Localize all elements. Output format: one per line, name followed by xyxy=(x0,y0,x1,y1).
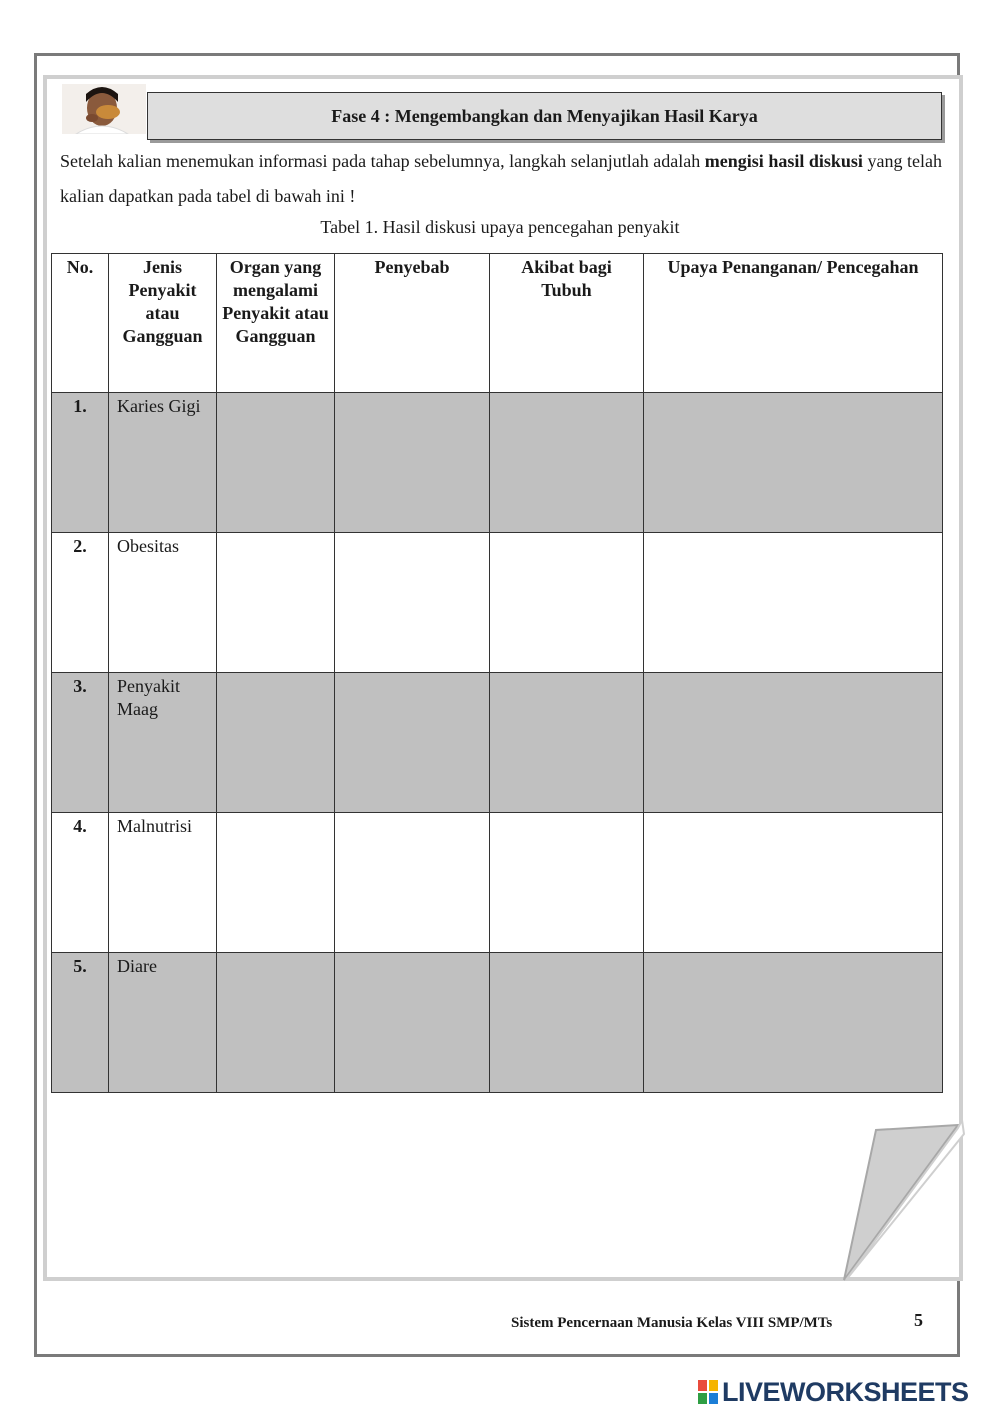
effect-answer-field[interactable] xyxy=(490,953,644,1093)
row-disease: Obesitas xyxy=(109,533,217,673)
organ-answer-field[interactable] xyxy=(217,533,335,673)
header-affected-organ: Organ yang mengalami Penyakit atau Gangguan xyxy=(217,254,335,393)
row-number: 4. xyxy=(52,813,109,953)
organ-answer-field[interactable] xyxy=(217,953,335,1093)
footer-book-title: Sistem Pencernaan Manusia Kelas VIII SMP/MTs xyxy=(511,1315,833,1331)
header-cause: Penyebab xyxy=(335,254,490,393)
intro-text-before: Setelah kalian menemukan informasi pada tahap sebelumnya, langkah selanjutlah adalah xyxy=(60,151,705,171)
liveworksheets-brand: LIVEWORKSHEETS xyxy=(722,1376,969,1407)
phase-title-box xyxy=(147,92,942,140)
row-disease: Diare xyxy=(109,953,217,1093)
row-number: 2. xyxy=(52,533,109,673)
organ-answer-field[interactable] xyxy=(217,813,335,953)
row-disease: Karies Gigi xyxy=(109,393,217,533)
prevention-answer-field[interactable] xyxy=(644,813,943,953)
effect-answer-field[interactable] xyxy=(490,813,644,953)
table-row xyxy=(52,813,943,953)
table-row xyxy=(52,953,943,1093)
cause-answer-field[interactable] xyxy=(335,673,490,813)
effect-answer-field[interactable] xyxy=(490,673,644,813)
organ-answer-field[interactable] xyxy=(217,393,335,533)
table-caption: Tabel 1. Hasil diskusi upaya pencegahan penyakit xyxy=(320,217,680,237)
page-curl-decoration xyxy=(838,1120,966,1285)
table-header-row xyxy=(52,254,943,393)
row-number: 5. xyxy=(52,953,109,1093)
header-prevention: Upaya Penanganan/ Pencegahan xyxy=(644,254,943,393)
liveworksheets-watermark xyxy=(698,1377,969,1407)
prevention-answer-field[interactable] xyxy=(644,533,943,673)
header-disease-type: Jenis Penyakit atau Gangguan xyxy=(109,254,217,393)
student-photo xyxy=(62,84,146,134)
row-disease: Penyakit Maag xyxy=(109,673,217,813)
intro-bold-text: mengisi hasil diskusi xyxy=(704,151,863,171)
effect-answer-field[interactable] xyxy=(490,533,644,673)
cause-answer-field[interactable] xyxy=(335,813,490,953)
row-number: 3. xyxy=(52,673,109,813)
row-disease: Malnutrisi xyxy=(109,813,217,953)
phase-title: Fase 4 : Mengembangkan dan Menyajikan Hasil Karya xyxy=(331,105,758,126)
cause-answer-field[interactable] xyxy=(335,393,490,533)
intro-text-after: yang telah kalian dapatkan pada tabel di bawah ini ! xyxy=(60,151,943,206)
prevention-answer-field[interactable] xyxy=(644,393,943,533)
header-effect: Akibat bagi Tubuh xyxy=(490,254,644,393)
page-number: 5 xyxy=(914,1310,923,1330)
table-row xyxy=(52,393,943,533)
cause-answer-field[interactable] xyxy=(335,533,490,673)
discussion-table xyxy=(51,253,943,1093)
header-no: No. xyxy=(52,254,109,393)
intro-paragraph xyxy=(60,144,942,214)
prevention-answer-field[interactable] xyxy=(644,673,943,813)
table-row xyxy=(52,673,943,813)
prevention-answer-field[interactable] xyxy=(644,953,943,1093)
row-number: 1. xyxy=(52,393,109,533)
organ-answer-field[interactable] xyxy=(217,673,335,813)
table-row xyxy=(52,533,943,673)
liveworksheets-logo-icon xyxy=(698,1380,718,1404)
effect-answer-field[interactable] xyxy=(490,393,644,533)
cause-answer-field[interactable] xyxy=(335,953,490,1093)
